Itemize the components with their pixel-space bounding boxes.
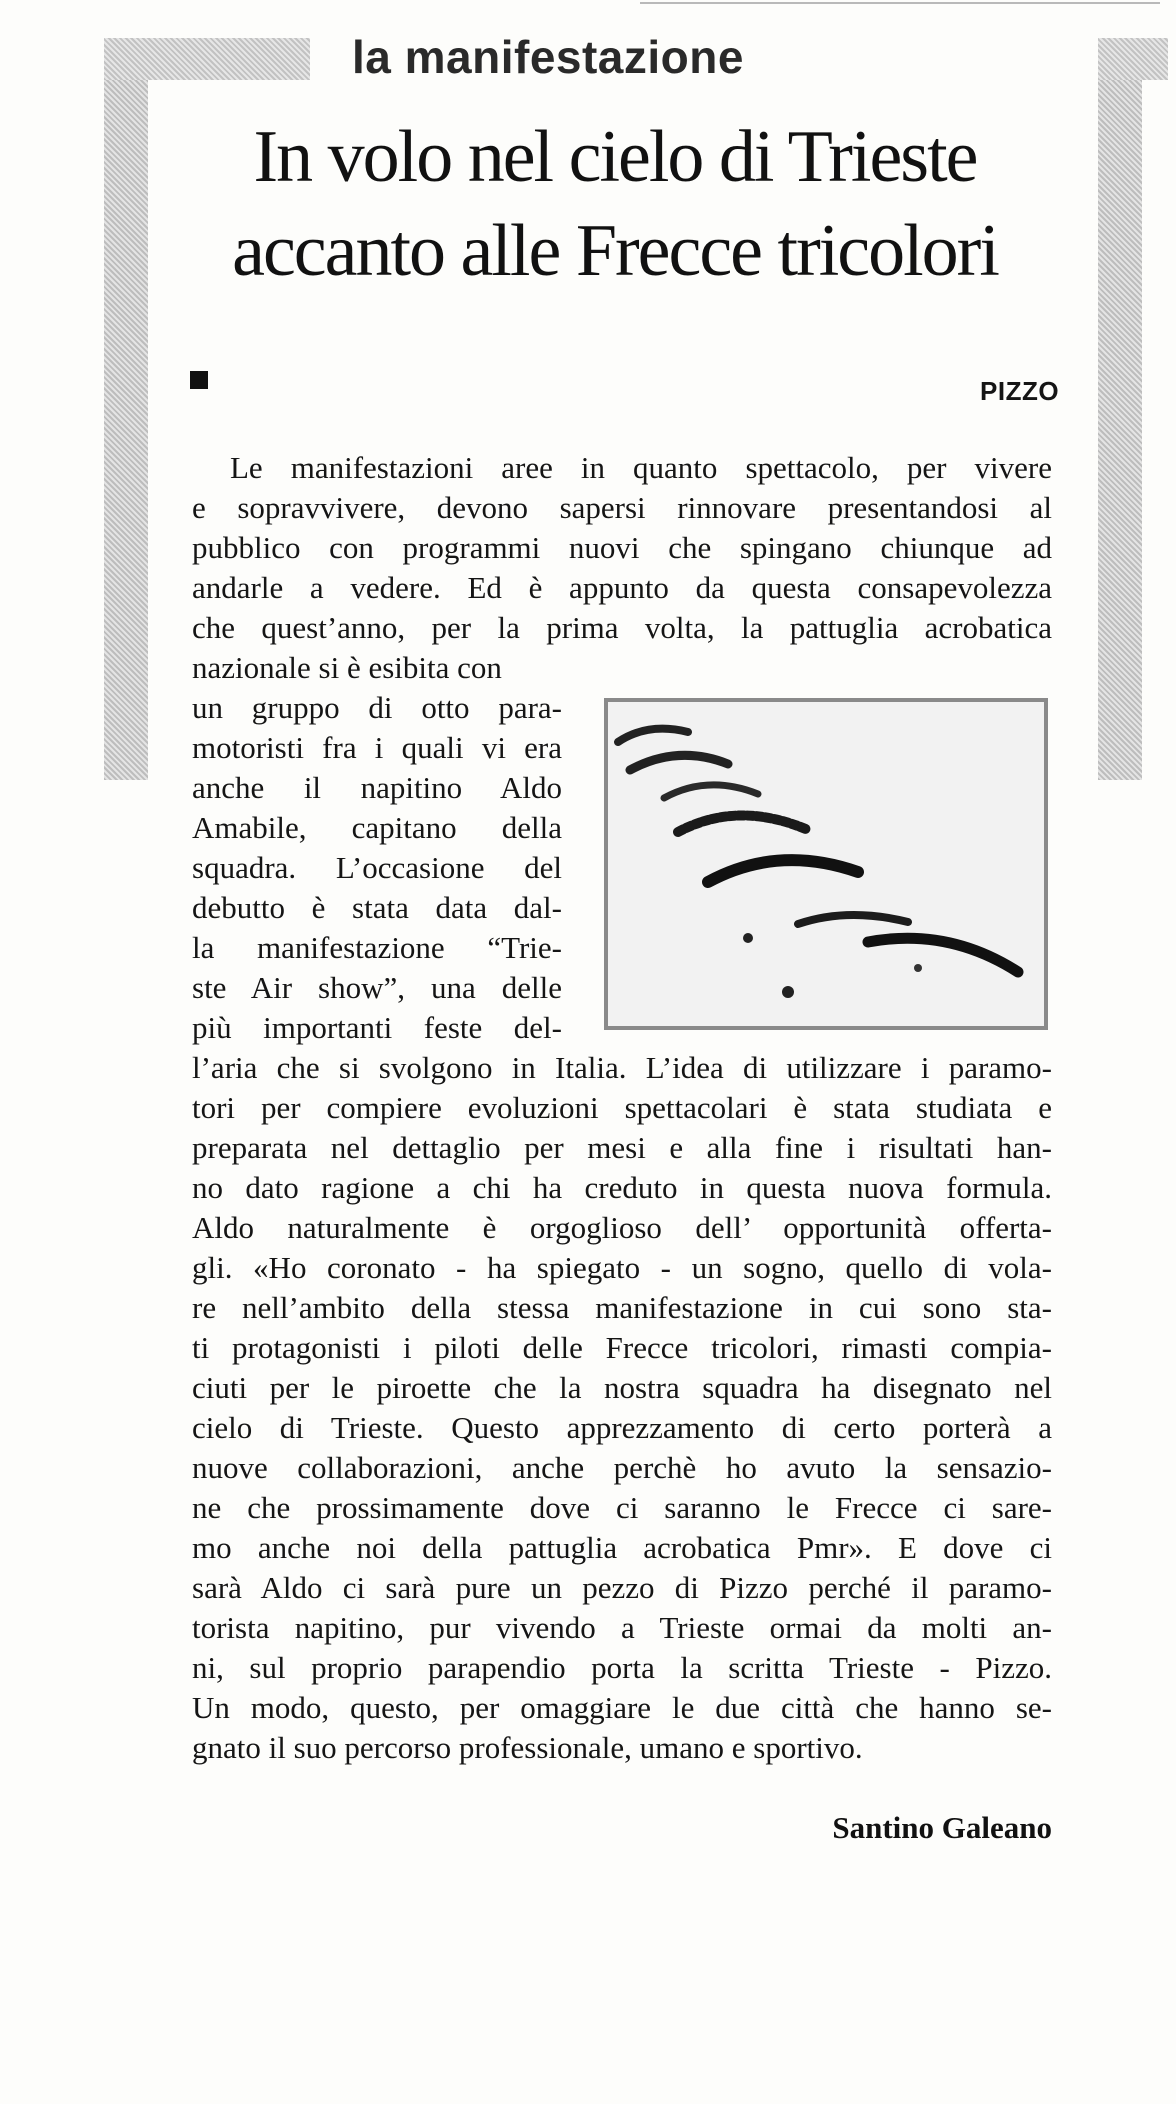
- paramotor-pilot: [743, 933, 753, 943]
- body-line: la manifestazione “Trie-: [192, 930, 562, 965]
- body-line: ti protagonisti i piloti delle Frecce tricolori, rimasti compia-: [192, 1330, 1052, 1365]
- body-line: ciuti per le piroette che la nostra squadra ha disegnato nel: [192, 1370, 1052, 1405]
- body-line: gli. «Ho coronato - ha spiegato - un sogno, quello di vola-: [192, 1250, 1052, 1285]
- headline-line-1: In volo nel cielo di Trieste: [253, 116, 977, 198]
- body-line: torista napitino, pur vivendo a Trieste ormai da molti an-: [192, 1610, 1052, 1645]
- body-line: ne che prossimamente dove ci saranno le Frecce ci sare-: [192, 1490, 1052, 1525]
- body-line: Un modo, questo, per omaggiare le due città che hanno se-: [192, 1690, 1052, 1725]
- paramotor-pilot: [914, 964, 922, 972]
- body-line: andarle a vedere. Ed è appunto da questa consapevolezza: [192, 570, 1052, 605]
- body-line: gnato il suo percorso professionale, umano e sportivo.: [192, 1730, 863, 1765]
- body-line: nuove collaborazioni, anche perchè ho avuto la sensazio-: [192, 1450, 1052, 1485]
- body-line: che quest’anno, per la prima volta, la pattuglia acrobatica: [192, 610, 1052, 645]
- body-line: pubblico con programmi nuovi che spingano chiunque ad: [192, 530, 1052, 565]
- dateline-place: PIZZO: [980, 376, 1060, 406]
- body-line: re nell’ambito della stessa manifestazione in cui sono sta-: [192, 1290, 1052, 1325]
- body-line: squadra. L’occasione del: [192, 850, 562, 885]
- body-line: preparata nel dettaglio per mesi e alla fine i risultati han-: [192, 1130, 1052, 1165]
- frame-right-top-bar: [1098, 38, 1168, 80]
- body-line: Le manifestazioni aree in quanto spettacolo, per vivere: [230, 450, 1052, 485]
- body-line: Amabile, capitano della: [192, 810, 562, 845]
- bullet-square-icon: [190, 371, 208, 389]
- author-signature: Santino Galeano: [832, 1810, 1052, 1845]
- body-line: anche il napitino Aldo: [192, 770, 562, 805]
- body-line: cielo di Trieste. Questo apprezzamento di certo porterà a: [192, 1410, 1052, 1445]
- body-line: ste Air show”, una delle: [192, 970, 562, 1005]
- body-line: debutto è stata data dal-: [192, 890, 562, 925]
- body-line: un gruppo di otto para-: [192, 690, 562, 725]
- frame-left-top-bar: [104, 38, 310, 80]
- body-line: e sopravvivere, devono sapersi rinnovare presentandosi al: [192, 490, 1052, 525]
- body-line: l’aria che si svolgono in Italia. L’idea di utilizzare i paramo-: [192, 1050, 1052, 1085]
- body-line: sarà Aldo ci sarà pure un pezzo di Pizzo perché il paramo-: [192, 1570, 1052, 1605]
- body-line: tori per compiere evoluzioni spettacolari è stata studiata e: [192, 1090, 1052, 1125]
- paramotor-pilot: [782, 986, 794, 998]
- frame-right-bar: [1098, 38, 1142, 780]
- paramotor-photo: [604, 698, 1048, 1030]
- body-line: ni, sul proprio parapendio porta la scritta Trieste - Pizzo.: [192, 1650, 1052, 1685]
- body-line: motoristi fra i quali vi era: [192, 730, 562, 765]
- body-line: Aldo naturalmente è orgoglioso dell’ opportunità offerta-: [192, 1210, 1052, 1245]
- top-rule: [640, 2, 1160, 4]
- body-line: nazionale si è esibita con: [192, 650, 502, 685]
- body-line: no dato ragione a chi ha creduto in questa nuova formula.: [192, 1170, 1052, 1205]
- body-line: più importanti feste del-: [192, 1010, 562, 1045]
- body-line: mo anche noi della pattuglia acrobatica Pmr». E dove ci: [192, 1530, 1052, 1565]
- headline-line-2: accanto alle Frecce tricolori: [232, 210, 998, 292]
- paramotor-formation-graphic: [608, 702, 1044, 1026]
- frame-left-bar: [104, 38, 148, 780]
- section-kicker: la manifestazione: [352, 31, 744, 83]
